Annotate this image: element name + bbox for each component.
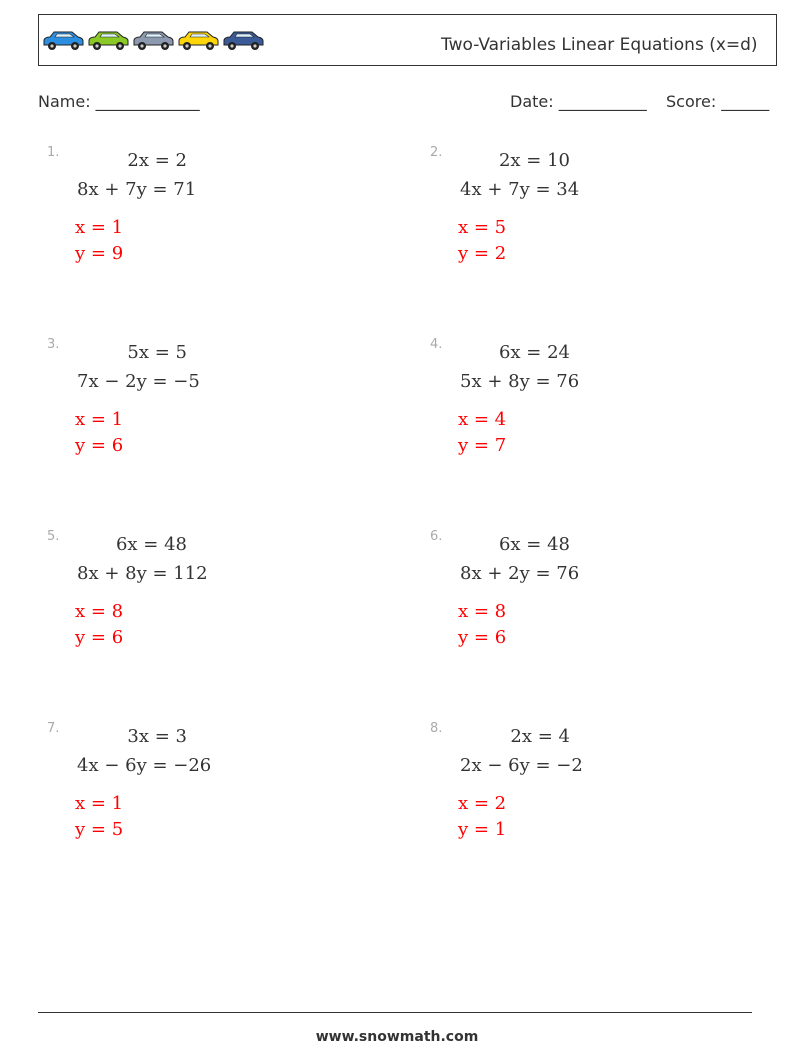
problem-number: 3. xyxy=(47,337,60,352)
problem-number: 1. xyxy=(47,145,60,160)
name-field: Name: _____________ xyxy=(38,92,200,111)
equation-1: 2x = 2 xyxy=(127,150,187,171)
problem-2 xyxy=(430,145,730,305)
answer-x: x = 8 xyxy=(458,601,507,622)
problem-number: 6. xyxy=(430,529,443,544)
car-icon xyxy=(179,32,218,50)
equation-1: 6x = 48 xyxy=(498,534,570,555)
equation-1: 6x = 48 xyxy=(115,534,187,555)
answer-x: x = 1 xyxy=(75,217,124,238)
footer-url: www.snowmath.com xyxy=(315,1029,479,1045)
worksheet-title: Two-Variables Linear Equations (x=d) xyxy=(441,35,758,55)
equation-2: 5x + 8y = 76 xyxy=(460,371,580,392)
answer-x: x = 8 xyxy=(75,601,124,622)
equation-2: 7x − 2y = −5 xyxy=(77,371,200,392)
equation-1: 6x = 24 xyxy=(498,342,570,363)
equation-2: 8x + 7y = 71 xyxy=(77,179,197,200)
answer-x: x = 5 xyxy=(458,217,507,238)
equation-1: 5x = 5 xyxy=(127,342,187,363)
answer-y: y = 6 xyxy=(458,627,507,648)
answer-y: y = 2 xyxy=(458,243,507,264)
equation-1: 3x = 3 xyxy=(127,726,187,747)
answer-x: x = 2 xyxy=(458,793,507,814)
equation-1: 2x = 10 xyxy=(498,150,570,171)
worksheet-header xyxy=(38,14,777,66)
equation-2: 8x + 2y = 76 xyxy=(460,563,580,584)
car-icon xyxy=(44,32,83,50)
answer-y: y = 5 xyxy=(75,819,124,840)
footer-divider xyxy=(38,1012,752,1013)
problem-number: 8. xyxy=(430,721,443,736)
answer-x: x = 4 xyxy=(458,409,507,430)
score-field: Score: ______ xyxy=(666,92,770,111)
equation-2: 2x − 6y = −2 xyxy=(460,755,583,776)
equation-1: 2x = 4 xyxy=(510,726,570,747)
problem-5 xyxy=(47,529,347,689)
car-icon xyxy=(89,32,128,50)
answer-y: y = 1 xyxy=(458,819,507,840)
car-icon xyxy=(134,32,173,50)
problem-8 xyxy=(430,721,730,881)
car-icons-logo xyxy=(42,28,272,52)
equation-2: 4x + 7y = 34 xyxy=(460,179,580,200)
car-icon xyxy=(224,32,263,50)
problem-6 xyxy=(430,529,730,689)
answer-y: y = 6 xyxy=(75,627,124,648)
answer-x: x = 1 xyxy=(75,793,124,814)
problem-number: 2. xyxy=(430,145,443,160)
problem-number: 4. xyxy=(430,337,443,352)
problem-number: 7. xyxy=(47,721,60,736)
equation-2: 4x − 6y = −26 xyxy=(77,755,212,776)
equation-2: 8x + 8y = 112 xyxy=(77,563,208,584)
problem-1 xyxy=(47,145,347,305)
problem-7 xyxy=(47,721,347,881)
answer-y: y = 7 xyxy=(458,435,507,456)
answer-y: y = 9 xyxy=(75,243,124,264)
problem-3 xyxy=(47,337,347,497)
problem-4 xyxy=(430,337,730,497)
answer-x: x = 1 xyxy=(75,409,124,430)
answer-y: y = 6 xyxy=(75,435,124,456)
date-field: Date: ___________ xyxy=(510,92,647,111)
problem-number: 5. xyxy=(47,529,60,544)
